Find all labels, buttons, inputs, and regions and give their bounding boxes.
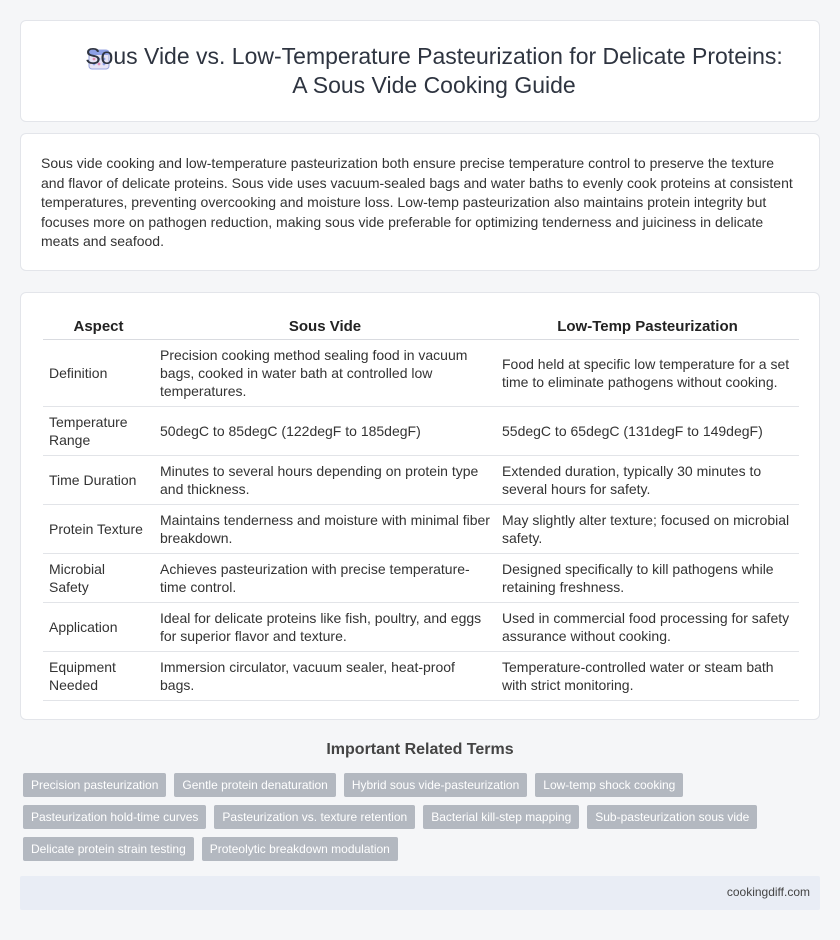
table-row — [43, 406, 799, 455]
row-aspect: Definition — [43, 339, 154, 406]
related-terms-heading: Important Related Terms — [326, 741, 514, 758]
row-low-temp: Food held at specific low temperature for a set time to eliminate pathogens without cooking. — [496, 339, 799, 406]
row-low-temp: May slightly alter texture; focused on microbial safety. — [496, 504, 799, 553]
related-term-tag[interactable]: Sub-pasteurization sous vide — [587, 805, 757, 829]
row-low-temp: Extended duration, typically 30 minutes to several hours for safety. — [496, 455, 799, 504]
intro-paragraph: Sous vide cooking and low-temperature pasteurization both ensure precise temperature control to preserve the texture and flavor of delicate proteins. Sous vide uses vacuum-sealed bags and water baths to evenly cook proteins at consistent temperatures, preventing overcooking and moisture loss. Low-temp pasteurization also maintains protein integrity but focuses more on pathogen reduction, making sous vide preferable for optimizing tenderness and juiciness in delicate meats and seafood. — [41, 155, 793, 249]
row-aspect: Equipment Needed — [43, 651, 154, 700]
row-aspect: Application — [43, 602, 154, 651]
header-sous-vide: Sous Vide — [154, 317, 496, 339]
related-term-tag[interactable]: Gentle protein denaturation — [174, 773, 335, 797]
row-sous-vide: Minutes to several hours depending on protein type and thickness. — [154, 455, 496, 504]
related-term-tag[interactable]: Hybrid sous vide-pasteurization — [344, 773, 527, 797]
related-term-tag[interactable]: Pasteurization hold-time curves — [23, 805, 206, 829]
header-low-temp: Low-Temp Pasteurization — [496, 317, 799, 339]
table-row — [43, 602, 799, 651]
table-row — [43, 504, 799, 553]
comparison-table — [43, 317, 799, 701]
row-sous-vide: Immersion circulator, vacuum sealer, heat-proof bags. — [154, 651, 496, 700]
row-aspect: Protein Texture — [43, 504, 154, 553]
row-aspect: Time Duration — [43, 455, 154, 504]
row-low-temp: Designed specifically to kill pathogens while retaining freshness. — [496, 553, 799, 602]
row-low-temp: 55degC to 65degC (131degF to 149degF) — [496, 406, 799, 455]
title-card — [20, 20, 820, 122]
table-row — [43, 455, 799, 504]
row-aspect: Temperature Range — [43, 406, 154, 455]
row-sous-vide: 50degC to 85degC (122degF to 185degF) — [154, 406, 496, 455]
comparison-card — [20, 292, 820, 720]
table-row — [43, 339, 799, 406]
related-term-tag[interactable]: Bacterial kill-step mapping — [423, 805, 579, 829]
title-wrap — [21, 21, 819, 121]
row-sous-vide: Ideal for delicate proteins like fish, poultry, and eggs for superior flavor and texture. — [154, 602, 496, 651]
table-header-row — [43, 317, 799, 339]
row-sous-vide: Maintains tenderness and moisture with minimal fiber breakdown. — [154, 504, 496, 553]
related-term-tag[interactable]: Precision pasteurization — [23, 773, 166, 797]
related-term-tag[interactable]: Delicate protein strain testing — [23, 837, 194, 861]
header-aspect: Aspect — [43, 317, 154, 339]
related-term-tag[interactable]: Pasteurization vs. texture retention — [214, 805, 415, 829]
row-sous-vide: Achieves pasteurization with precise temperature-time control. — [154, 553, 496, 602]
row-sous-vide: Precision cooking method sealing food in vacuum bags, cooked in water bath at controlled low temperatures. — [154, 339, 496, 406]
related-term-tag[interactable]: Low-temp shock cooking — [535, 773, 683, 797]
row-low-temp: Used in commercial food processing for safety assurance without cooking. — [496, 602, 799, 651]
related-term-tag[interactable]: Proteolytic breakdown modulation — [202, 837, 398, 861]
intro-card — [20, 133, 820, 271]
table-row — [43, 651, 799, 700]
row-low-temp: Temperature-controlled water or steam bath with strict monitoring. — [496, 651, 799, 700]
footer — [20, 876, 820, 910]
related-terms-list — [23, 773, 823, 861]
table-row — [43, 553, 799, 602]
row-aspect: Microbial Safety — [43, 553, 154, 602]
footer-site-link[interactable]: cookingdiff.com — [726, 885, 810, 899]
page-title: Sous Vide vs. Low-Temperature Pasteurization for Delicate Proteins: A Sous Vide Cooking Guide — [85, 43, 783, 98]
